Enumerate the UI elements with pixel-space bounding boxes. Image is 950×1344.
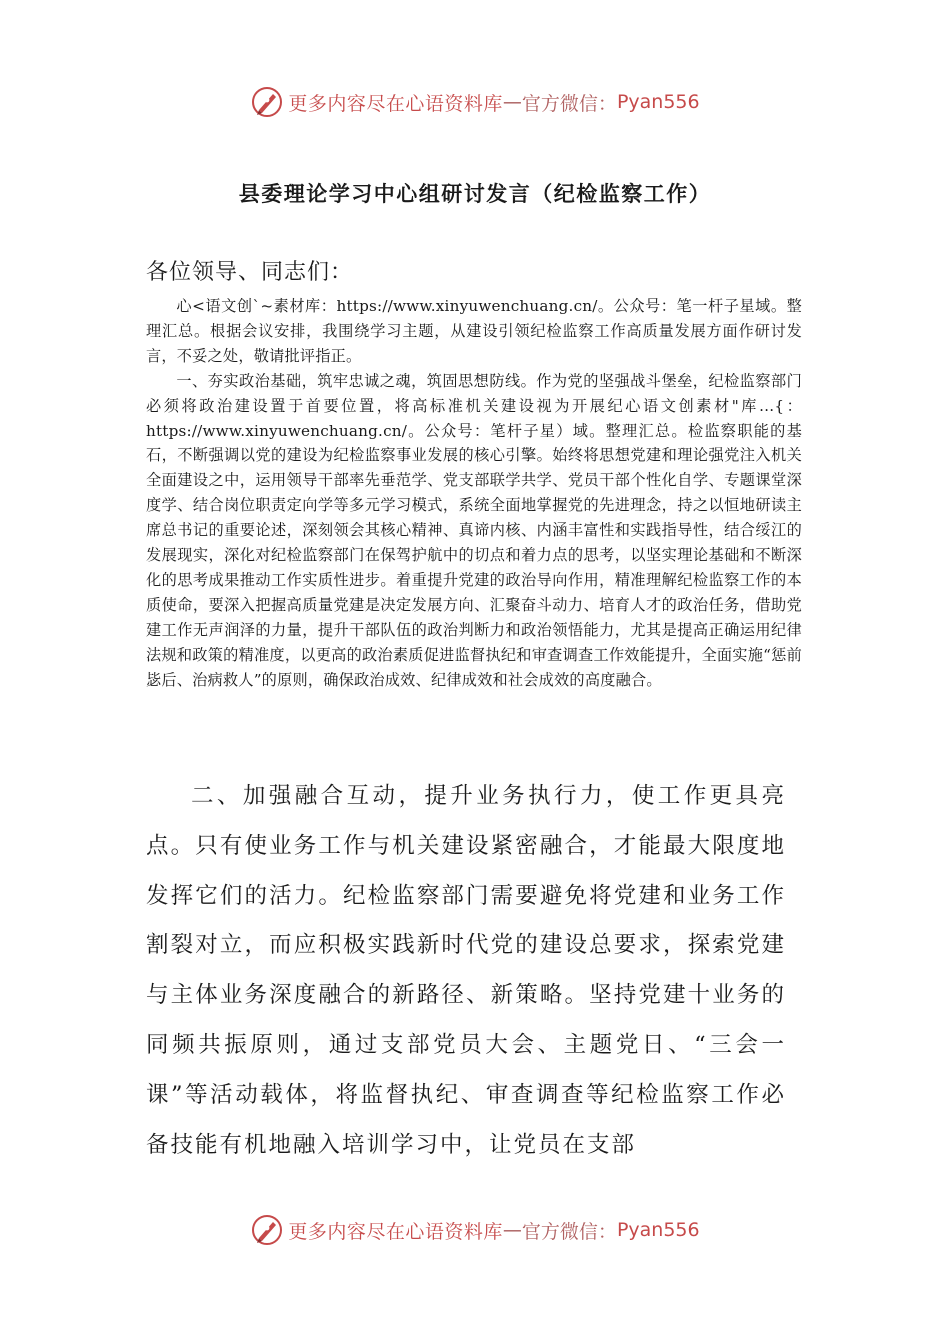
watermark-contact-label: 官方微信： [521,92,617,115]
watermark-text: 更多内容尽在心语资料库 [288,92,503,115]
pen-logo-icon [250,85,284,119]
watermark-separator: — [502,1219,522,1241]
watermark-text: 更多内容尽在心语资料库 [288,1220,503,1243]
section-two-paragraph: 二、加强融合互动，提升业务执行力，使工作更具亮点。只有使业务工作与机关建设紧密融合，才能最大限度地发挥它们的活力。纪检监察部门需要避免将党建和业务工作割裂对立，而应积极实践新时代党的建设总要求，探索党建与主体业务深度融合的新路径、新策略。坚持党建十业务的同频共振原则，通过支部党员大会、主题党日、“三会一课”等活动载体，将监督执纪、审查调查等纪检监察工作必备技能有机地融入培训学习中，让党员在支部 [146,783,786,1158]
salutation: 各位领导、同志们： [146,260,354,285]
section-one-paragraph: 一、夯实政治基础，筑牢忠诚之魂，筑固思想防线。作为党的坚强战斗堡垒，纪检监察部门必须将政治建设置于首要位置，将高标准机关建设视为开展纪心语文创素材"库…{：https://www.xinyuwenchuang.cn/。公众号：笔杆子星）域。整理汇总。检监察职能的基石，不断强调以党的建设为纪检监察事业发展的核心引擎。始终将思想党建和理论强党注入机关全面建设之中，运用领导干部率先垂范学、党支部联学共学、党员干部个性化自学、专题课堂深度学、结合岗位职责定向学等多元学习模式，系统全面地掌握党的先进理念，持之以恒地研读主席总书记的重要论述，深刻领会其核心精神、真谛内核、内涵丰富性和实践指导性，结合绥江的发展现实，深化对纪检监察部门在保驾护航中的切点和着力点的思考，以坚实理论基础和不断深化的思考成果推动工作实质性进步。着重提升党建的政治导向作用，精准理解纪检监察工作的本质使命，要深入把握高质量党建是决定发展方向、汇聚奋斗动力、培育人才的政治任务，借助党建工作无声润泽的力量，提升干部队伍的政治判断力和政治领悟能力，尤其是提高正确运用纪律法规和政策的精准度，以更高的政治素质促进监督执纪和审查调查工作效能提升，全面实施“惩前毖后、治病救人”的原则，确保政治成效、纪律成效和社会成效的高度融合。 [146,371,802,689]
watermark-contact-id: Pyan556 [616,91,700,113]
watermark-footer [0,1208,950,1252]
watermark-contact-id: Pyan556 [616,1219,700,1241]
intro-paragraph: 心<语文创`~素材库：https://www.xinyuwenchuang.cn/。公众号：笔一杆子星域。整理汇总。根据会议安排，我围绕学习主题，从建设引领纪检监察工作高质量发展方面作研讨发言，不妥之处，敬请批评指正。 [146,297,802,365]
pen-logo-icon [250,1213,284,1247]
watermark-header [0,80,950,124]
body-small-section [146,294,802,693]
document-title: 县委理论学习中心组研讨发言（纪检监察工作） [238,182,712,206]
watermark-separator: — [502,91,522,113]
watermark-contact-label: 官方微信： [521,1220,617,1243]
body-large-section [146,772,786,1170]
